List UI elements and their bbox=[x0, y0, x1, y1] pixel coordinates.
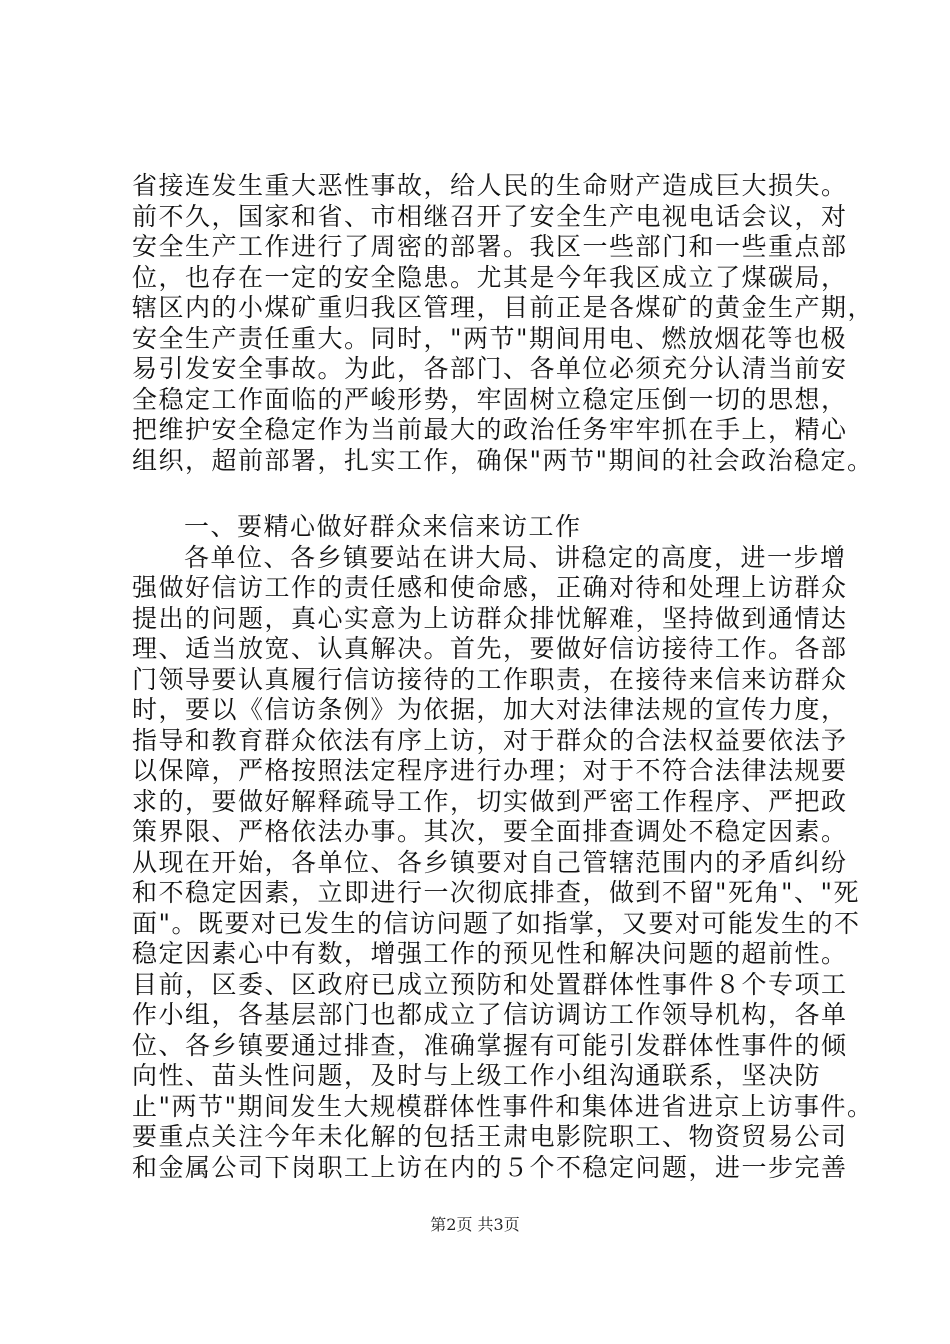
text-line: 止"两节"期间发生大规模群体性事件和集体进省进京上访事件。 bbox=[132, 1091, 874, 1121]
paragraph-gap bbox=[132, 476, 832, 512]
text-line: 组织，超前部署，扎实工作，确保"两节"期间的社会政治稳定。 bbox=[132, 445, 874, 475]
text-line: 安全生产工作进行了周密的部署。我区一些部门和一些重点部 bbox=[132, 232, 848, 261]
text-line: 目前，区委、区政府已成立预防和处置群体性事件８个专项工 bbox=[132, 969, 848, 999]
text-line: 以保障，严格按照法定程序进行办理；对于不符合法律法规要 bbox=[132, 756, 848, 785]
text-line: 省接连发生重大恶性事故，给人民的生命财产造成巨大损失。 bbox=[132, 171, 848, 200]
text-line: 作小组，各基层部门也都成立了信访调访工作领导机构，各单 bbox=[132, 1000, 848, 1029]
text-line: 安全生产责任重大。同时，"两节"期间用电、燃放烟花等也极 bbox=[132, 323, 848, 353]
text-line: 强做好信访工作的责任感和使命感，正确对待和处理上访群众 bbox=[132, 573, 848, 602]
text-line: 稳定因素心中有数，增强工作的预见性和解决问题的超前性。 bbox=[132, 939, 848, 968]
document-body bbox=[132, 171, 875, 1183]
paragraph-1 bbox=[132, 171, 875, 476]
text-line: 位、各乡镇要通过排查，准确掌握有可能引发群体性事件的倾 bbox=[132, 1030, 848, 1060]
page-footer: 第2页 共3页 bbox=[430, 1215, 520, 1234]
text-line: 全稳定工作面临的严峻形势，牢固树立稳定压倒一切的思想， bbox=[132, 384, 848, 414]
text-line: 提出的问题，真心实意为上访群众排忧解难，坚持做到通情达 bbox=[132, 603, 848, 633]
text-line: 前不久，国家和省、市相继召开了安全生产电视电话会议，对 bbox=[132, 201, 848, 231]
text-line: 把维护安全稳定作为当前最大的政治任务牢牢抓在手上，精心 bbox=[132, 415, 848, 444]
text-line: 和金属公司下岗职工上访在内的５个不稳定问题，进一步完善 bbox=[132, 1152, 848, 1182]
text-line: 要重点关注今年未化解的包括王肃电影院职工、物资贸易公司 bbox=[132, 1122, 848, 1151]
text-line: 面"。既要对已发生的信访问题了如指掌，又要对可能发生的不 bbox=[132, 908, 861, 938]
text-line: 时，要以《信访条例》为依据，加大对法律法规的宣传力度， bbox=[132, 695, 848, 724]
text-line: 门领导要认真履行信访接待的工作职责，在接待来信来访群众 bbox=[132, 664, 848, 694]
text-line: 理、适当放宽、认真解决。首先，要做好信访接待工作。各部 bbox=[132, 634, 848, 663]
text-line: 各单位、各乡镇要站在讲大局、讲稳定的高度，进一步增 bbox=[184, 542, 847, 572]
text-line: 易引发安全事故。为此，各部门、各单位必须充分认清当前安 bbox=[132, 354, 848, 383]
text-line: 位，也存在一定的安全隐患。尤其是今年我区成立了煤碳局， bbox=[132, 262, 848, 292]
text-line: 策界限、严格依法办事。其次，要全面排查调处不稳定因素。 bbox=[132, 817, 848, 846]
text-line: 从现在开始，各单位、各乡镇要对自己管辖范围内的矛盾纠纷 bbox=[132, 847, 848, 877]
text-line: 指导和教育群众依法有序上访，对于群众的合法权益要依法予 bbox=[132, 725, 848, 755]
section-heading: 一、要精心做好群众来信来访工作 bbox=[184, 512, 582, 541]
text-line: 求的，要做好解释疏导工作，切实做到严密工作程序、严把政 bbox=[132, 786, 848, 816]
text-line: 向性、苗头性问题，及时与上级工作小组沟通联系，坚决防 bbox=[132, 1061, 822, 1090]
text-line: 和不稳定因素，立即进行一次彻底排查，做到不留"死角"、"死 bbox=[132, 878, 860, 907]
paragraph-2 bbox=[132, 542, 874, 1184]
text-line: 辖区内的小煤矿重归我区管理，目前正是各煤矿的黄金生产期， bbox=[132, 293, 875, 322]
